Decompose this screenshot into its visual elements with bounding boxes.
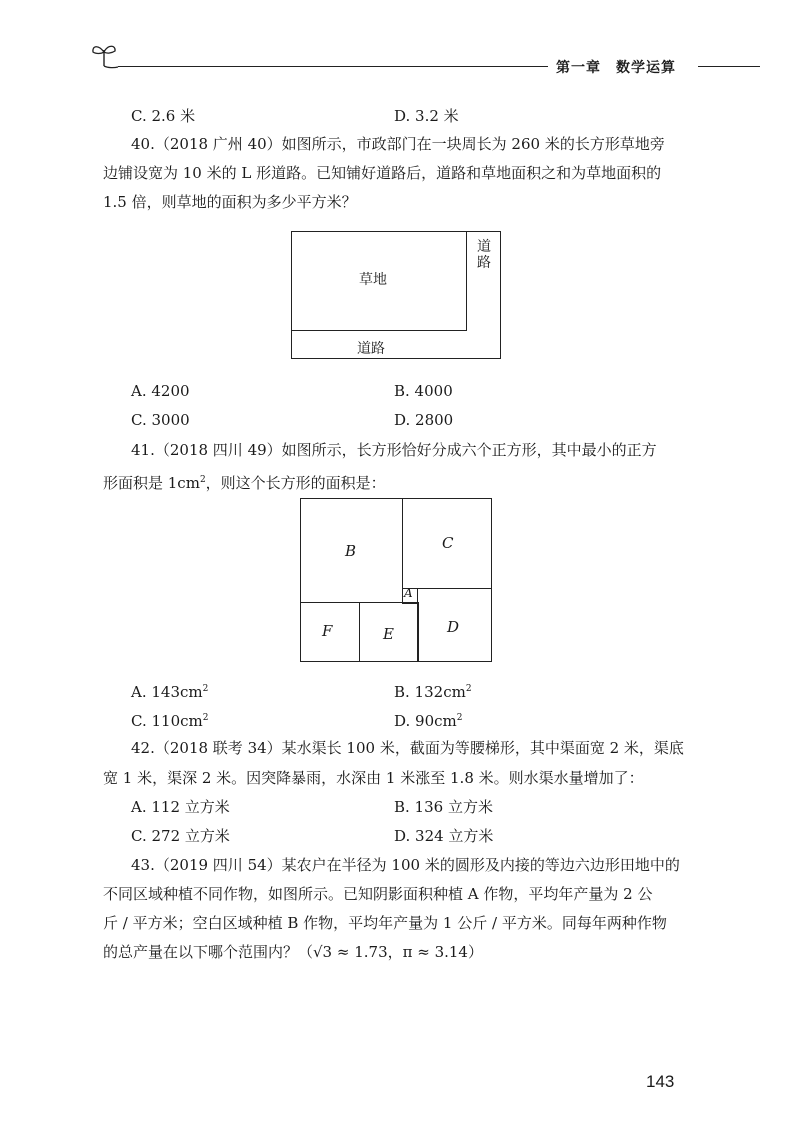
q41-option-c (131, 708, 208, 731)
q41-option-d (394, 708, 462, 731)
q40-figure (291, 231, 501, 359)
header-rule-right (698, 66, 760, 67)
label-d: D (447, 618, 460, 636)
q41-line-2-post: ，则这个长方形的面积是： (205, 474, 386, 492)
prev-option-d: D. 3.2 米 (394, 107, 459, 125)
q41-option-c-sup: 2 (202, 713, 209, 723)
label-b: B (345, 542, 357, 560)
q40-line-3: 1.5 倍，则草地的面积为多少平方米？ (103, 193, 357, 211)
q42-option-d: D. 324 立方米 (394, 827, 494, 845)
q41-option-b-text: B. 132cm (394, 683, 466, 701)
q43-line-4: 的总产量在以下哪个范围内？（√3 ≈ 1.73，π ≈ 3.14） (103, 943, 483, 961)
prev-option-c: C. 2.6 米 (131, 107, 196, 125)
q40-option-a: A. 4200 (131, 382, 190, 400)
q43-line-3: 斤 / 平方米；空白区域种植 B 作物，平均年产量为 1 公斤 / 平方米。同每年两种作物 (103, 914, 667, 932)
road-bottom-label: 道路 (357, 341, 385, 357)
q41-option-a-sup: 2 (202, 684, 209, 694)
q42-line-1: 42.（2018 联考 34）某水渠长 100 米，截面为等腰梯形，其中渠面宽 2 米，渠底 (131, 739, 684, 757)
q40-line-1: 40.（2018 广州 40）如图所示，市政部门在一块周长为 260 米的长方形草地旁 (131, 135, 665, 153)
q41-option-b (394, 679, 472, 702)
q41-figure (300, 498, 492, 662)
q41-option-d-sup: 2 (456, 713, 463, 723)
label-c: C (442, 534, 454, 552)
road-side-label: 道路 (477, 239, 491, 271)
grass-label: 草地 (359, 272, 387, 288)
q41-option-b-sup: 2 (465, 684, 472, 694)
page-number: 143 (646, 1072, 675, 1091)
q40-option-d: D. 2800 (394, 411, 454, 429)
chapter-title: 第一章 数学运算 (556, 60, 676, 76)
label-a: A (404, 586, 413, 600)
q40-line-2: 边铺设宽为 10 米的 L 形道路。已知铺好道路后，道路和草地面积之和为草地面积的 (103, 164, 662, 182)
q41-line-2 (103, 470, 386, 493)
q41-line-1: 41.（2018 四川 49）如图所示，长方形恰好分成六个正方形，其中最小的正方 (131, 441, 657, 459)
q41-superscript: 2 (199, 475, 206, 485)
q41-option-a (131, 679, 208, 702)
q42-option-c: C. 272 立方米 (131, 827, 230, 845)
q41-line-2-pre: 形面积是 1cm (103, 474, 200, 492)
q40-option-b: B. 4000 (394, 382, 453, 400)
q41-option-d-text: D. 90cm (394, 712, 457, 730)
q41-option-c-text: C. 110cm (131, 712, 203, 730)
q42-option-a: A. 112 立方米 (131, 798, 230, 816)
q42-line-2: 宽 1 米，渠深 2 米。因突降暴雨，水深由 1 米涨至 1.8 米。则水渠水量增加了： (103, 769, 644, 787)
label-e: E (383, 625, 394, 643)
q41-option-a-text: A. 143cm (131, 683, 203, 701)
q40-option-c: C. 3000 (131, 411, 190, 429)
header-rule-left (118, 66, 548, 67)
q42-option-b: B. 136 立方米 (394, 798, 493, 816)
q43-line-1: 43.（2019 四川 54）某农户在半径为 100 米的圆形及内接的等边六边形田地中的 (131, 856, 680, 874)
q43-line-2: 不同区域种植不同作物，如图所示。已知阴影面积种植 A 作物，平均年产量为 2 公 (103, 885, 653, 903)
label-f: F (322, 622, 333, 640)
